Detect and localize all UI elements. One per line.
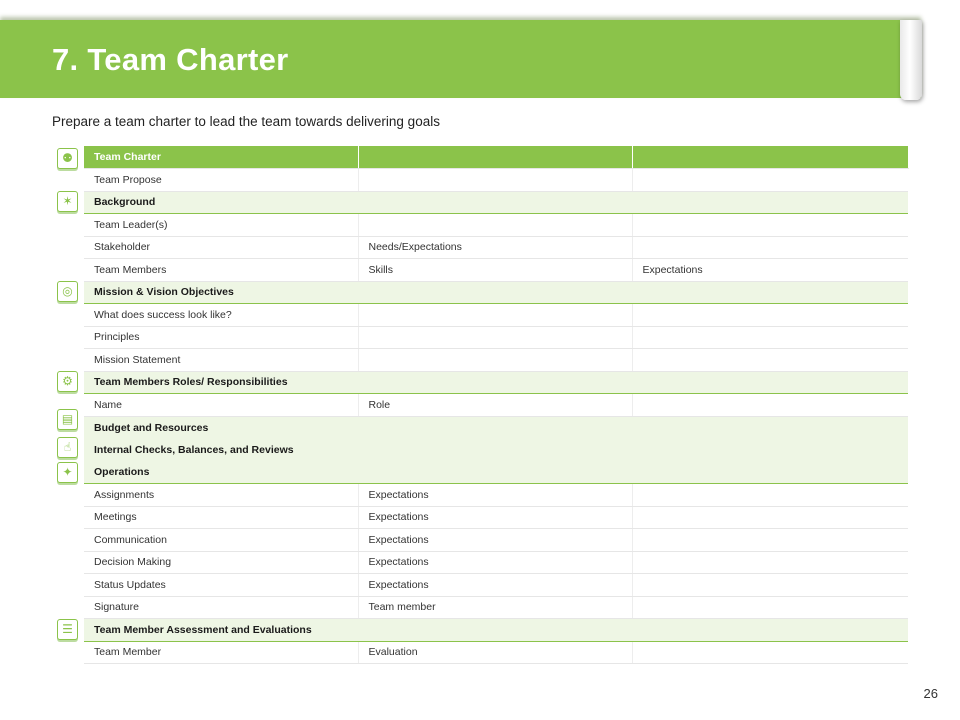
- section-row: [84, 371, 908, 394]
- section-row: [84, 416, 908, 439]
- table-cell: Communication: [84, 529, 358, 552]
- table-row: [84, 529, 908, 552]
- table-cell: [632, 169, 908, 192]
- table-cell: Evaluation: [358, 641, 632, 664]
- table-row: [84, 574, 908, 597]
- table-row: [84, 551, 908, 574]
- table-cell: Expectations: [358, 484, 632, 507]
- table-cell: Team Leader(s): [84, 214, 358, 237]
- table-cell: [632, 349, 908, 372]
- table-cell: Signature: [84, 596, 358, 619]
- table-row: [84, 349, 908, 372]
- section-label: Team Members Roles/ Responsibilities: [84, 371, 908, 394]
- table-row: [84, 506, 908, 529]
- laptop-icon: ▤: [57, 409, 78, 430]
- table-cell: Team Members: [84, 259, 358, 282]
- table-cell: Assignments: [84, 484, 358, 507]
- section-label: Internal Checks, Balances, and Reviews: [84, 439, 908, 462]
- gear-icon: ⚙: [57, 371, 78, 392]
- team-icon: ⚉: [57, 148, 78, 169]
- table-cell: Expectations: [632, 259, 908, 282]
- table-cell: Meetings: [84, 506, 358, 529]
- table-cell: Expectations: [358, 506, 632, 529]
- table-cell: Team Charter: [84, 146, 358, 169]
- table-row: [84, 304, 908, 327]
- table-cell: [632, 484, 908, 507]
- table-cell: [632, 596, 908, 619]
- page-curl-decoration: [900, 20, 922, 100]
- table-row: [84, 326, 908, 349]
- table-cell: Expectations: [358, 551, 632, 574]
- table-cell: [632, 394, 908, 417]
- table-cell: [358, 304, 632, 327]
- table-cell: [358, 146, 632, 169]
- table-row: [84, 641, 908, 664]
- table-cell: [358, 169, 632, 192]
- section-label: Mission & Vision Objectives: [84, 281, 908, 304]
- section-row: [84, 619, 908, 642]
- thumbs-up-icon: ☝: [57, 437, 78, 458]
- table-cell: Needs/Expectations: [358, 236, 632, 259]
- title-banner: [0, 20, 921, 98]
- table-cell: [632, 214, 908, 237]
- table-cell: [358, 349, 632, 372]
- table-cell: [358, 326, 632, 349]
- table-header-row: [84, 146, 908, 169]
- page-number: 26: [923, 686, 938, 701]
- table-cell: [358, 214, 632, 237]
- table-cell: [632, 236, 908, 259]
- section-row: [84, 461, 908, 484]
- table-cell: Team Member: [84, 641, 358, 664]
- table-cell: Stakeholder: [84, 236, 358, 259]
- table-cell: [632, 506, 908, 529]
- section-label: Team Member Assessment and Evaluations: [84, 619, 908, 642]
- table-cell: Principles: [84, 326, 358, 349]
- table-cell: Status Updates: [84, 574, 358, 597]
- table-cell: Mission Statement: [84, 349, 358, 372]
- tag-icon: ✦: [57, 462, 78, 483]
- table-cell: Name: [84, 394, 358, 417]
- table-cell: Expectations: [358, 574, 632, 597]
- table-cell: [632, 641, 908, 664]
- section-row: [84, 281, 908, 304]
- table-cell: Team Propose: [84, 169, 358, 192]
- section-row: [84, 439, 908, 462]
- target-icon: ◎: [57, 281, 78, 302]
- table-cell: [632, 304, 908, 327]
- table-cell: Skills: [358, 259, 632, 282]
- table-row: [84, 214, 908, 237]
- table-cell: [632, 551, 908, 574]
- table-cell: Role: [358, 394, 632, 417]
- table-cell: [632, 146, 908, 169]
- page-title: 7. Team Charter: [52, 42, 289, 77]
- table-cell: What does success look like?: [84, 304, 358, 327]
- clipboard-icon: ☰: [57, 619, 78, 640]
- page-subtitle: Prepare a team charter to lead the team towards delivering goals: [52, 114, 440, 129]
- table-row: [84, 236, 908, 259]
- table-row: [84, 484, 908, 507]
- section-label: Background: [84, 191, 908, 214]
- table-row: [84, 596, 908, 619]
- table-cell: Team member: [358, 596, 632, 619]
- table-cell: [632, 574, 908, 597]
- table-row: [84, 259, 908, 282]
- table-cell: Expectations: [358, 529, 632, 552]
- puzzle-icon: ✶: [57, 191, 78, 212]
- section-label: Budget and Resources: [84, 416, 908, 439]
- table-cell: [632, 529, 908, 552]
- section-row: [84, 191, 908, 214]
- table-cell: [632, 326, 908, 349]
- table-row: [84, 169, 908, 192]
- table-row: [84, 394, 908, 417]
- team-charter-table: [84, 146, 909, 664]
- table-cell: Decision Making: [84, 551, 358, 574]
- section-label: Operations: [84, 461, 908, 484]
